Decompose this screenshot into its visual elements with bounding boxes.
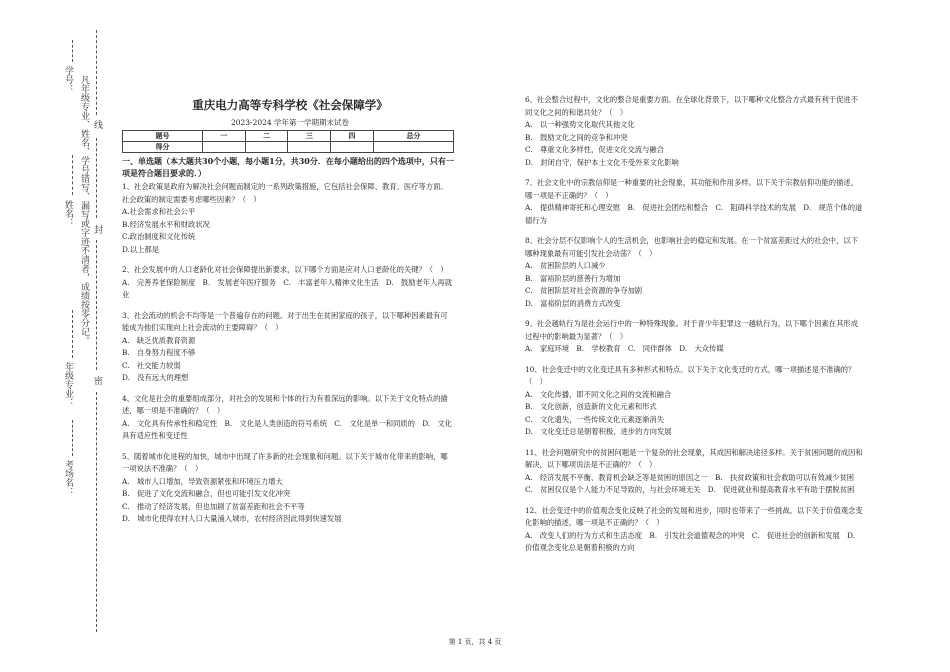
score-table (122, 130, 454, 153)
question-item (525, 505, 865, 563)
answer-option[interactable]: C. 推动了经济发展，但也加剧了贫富差距和社会不平等 (122, 501, 305, 511)
score-cell[interactable] (373, 142, 453, 153)
spacer (122, 256, 454, 264)
question-item (525, 447, 865, 505)
spacer (122, 385, 454, 393)
right-column (525, 94, 865, 563)
answer-option[interactable]: D.以上都是 (122, 244, 160, 254)
answer-option[interactable]: D. 文化变迁总是朝着积极、进步的方向发展 (525, 427, 672, 436)
underline (72, 40, 73, 62)
answer-option[interactable]: A.社会需求和社会公平 (122, 207, 196, 216)
spacer (122, 302, 454, 310)
spacer (525, 555, 865, 563)
section-heading: 一、单选题（本大题共30个小题，每小题1分，共30分．在每小题给出的四个选项中，只有一项是符合题目要求的．） (122, 156, 454, 178)
score-cell[interactable] (331, 142, 374, 153)
page-subtitle: 2023-2024 学年第一学期期末试卷 (230, 118, 350, 127)
question-item (122, 264, 454, 310)
table-header: 三 (288, 131, 331, 142)
seal-xian: 线 (92, 120, 102, 129)
binding-margin (0, 0, 110, 672)
underline (72, 420, 73, 456)
spacer (525, 497, 865, 505)
answer-option[interactable]: C. 文化遗失，一些传统文化元素逐渐消失 (525, 414, 664, 424)
answer-option[interactable]: A. 以一种强势文化取代其他文化 (525, 120, 635, 129)
answer-option[interactable]: D. 城市化使得农村人口大量涌入城市，农村经济因此得到快速发展 (122, 514, 342, 523)
answer-option[interactable]: A. 提供精神寄托和心理安慰 B. 促进社会团结和整合 C. 阻碍科学技术的发展 D. 规范个体的道德行为 (525, 203, 863, 225)
binding-dashed-line (96, 138, 97, 218)
answer-option[interactable]: C. 贫困阶层对社会资源的争夺加剧 (525, 286, 643, 295)
table-header: 一 (203, 131, 246, 142)
answer-option[interactable]: D. 富裕阶层的消费方式改变 (525, 298, 621, 308)
answer-option[interactable]: B. 鼓励文化之间的竞争和冲突 (525, 132, 628, 142)
question-text: 12、社会变迁中的价值观念变化反映了社会的发展和进步，同时也带来了一些挑战。以下关于价值观念变化影响的描述，哪一项是不正确的？（ ） (525, 505, 863, 527)
answer-option[interactable]: B.经济发展水平和财政状况 (122, 219, 210, 229)
answer-option[interactable]: A. 贫困阶层的人口减少 (525, 261, 606, 270)
spacer (525, 227, 865, 235)
student-no-label: 学号： (63, 66, 73, 93)
answer-option[interactable]: B. 文化创新，创造新的文化元素和形式 (525, 402, 657, 411)
spacer (525, 169, 865, 177)
score-row-label: 得分 (123, 142, 203, 153)
question-text: 6、社会整合过程中，文化的整合是重要方面。在全球化背景下，以下哪种文化整合方式最有利于促进不同文化之间的和谐共处？（ ） (525, 95, 858, 117)
question-text: 8、社会分层不仅影响个人的生活机会，也影响社会的稳定和发展。在一个贫富差距过大的社会中，以下哪种现象最有可能引发社会动荡？（ ） (525, 236, 858, 258)
spacer (525, 439, 865, 447)
answer-option[interactable]: C.政治制度和文化传统 (122, 232, 196, 241)
question-text: 2、社会发展中的人口老龄化对社会保障提出新要求，以下哪个方面是应对人口老龄化的关键？（ ） (122, 265, 448, 274)
question-item (122, 310, 454, 393)
question-item (525, 318, 865, 364)
question-item (525, 364, 865, 447)
question-text: 10、社会变迁中的文化变迁具有多种形式和特点。以下关于文化变迁的方式，哪一项描述是不准确的？（ ） (525, 364, 856, 386)
score-cell[interactable] (203, 142, 246, 153)
question-text: 9、社会越轨行为是社会运行中的一种特殊现象。对于青少年犯罪这一越轨行为，以下哪个因素在其形成过程中的影响最为显著？（ ） (525, 319, 858, 341)
question-item (525, 94, 865, 177)
grade-major-label: 年级专业： (63, 362, 73, 407)
binding-warning: 凡年级专业、姓名、学号错写、漏写或字迹不清者，成绩按零分记。 (79, 75, 89, 345)
answer-option[interactable]: C. 尊重文化多样性，促进文化交流与融合 (525, 145, 664, 154)
table-header: 四 (331, 131, 374, 142)
score-cell[interactable] (245, 142, 288, 153)
exam-site-label: 考场名： (63, 460, 73, 496)
question-item (525, 177, 865, 235)
table-row (123, 131, 454, 142)
answer-option[interactable]: A. 家庭环境 B. 学校教育 C. 同伴群体 D. 大众传媒 (525, 344, 724, 353)
left-column (122, 181, 454, 534)
page-title: 重庆电力高等专科学校《社会保障学》 (192, 98, 388, 112)
answer-option[interactable]: A. 城市人口增加，导致资源紧张和环境压力增大 (122, 476, 283, 486)
answer-option[interactable]: A. 完善养老保险制度 B. 发展老年医疗服务 C. 丰富老年人精神文化生活 D. 鼓励老年人再就业 (122, 277, 452, 299)
answer-option[interactable]: A. 缺乏优质教育资源 (122, 335, 196, 345)
table-header: 二 (245, 131, 288, 142)
underline (72, 155, 73, 195)
answer-option[interactable]: A. 文化传播，即不同文化之间的交流和融合 (525, 389, 672, 399)
question-text: 5、随着城市化进程的加快，城市中出现了许多新的社会现象和问题。以下关于城市化带来的影响，哪一项说法不准确？（ ） (122, 451, 448, 473)
question-text: 11、社会问题研究中的贫困问题是一个复杂的社会现象，其成因和解决途径多样。关于贫困问题的成因和解决，以下哪项说法是不正确的？（ ） (525, 447, 863, 469)
spacer (525, 310, 865, 318)
page-footer: 第 1 页，共 4 页 (448, 638, 502, 646)
seal-feng: 封 (92, 225, 102, 234)
answer-option[interactable]: B. 自身努力程度不够 (122, 348, 196, 357)
spacer (122, 443, 454, 451)
seal-mi: 密 (92, 376, 102, 385)
question-item (122, 451, 454, 534)
question-item (525, 235, 865, 318)
spacer (525, 356, 865, 364)
question-text: 3、社会流动的机会不均等是一个普遍存在的问题。对于出生在贫困家庭的孩子，以下哪种因素最有可能成为他们实现向上社会流动的主要障碍？（ ） (122, 310, 448, 332)
name-label: 姓名： (63, 200, 73, 227)
answer-option[interactable]: D. 没有远大的理想 (122, 373, 189, 382)
question-text: 7、社会文化中的宗教信仰是一种重要的社会现象，其功能和作用多样。以下关于宗教信仰功能的描述，哪一项是不正确的？（ ） (525, 178, 858, 200)
score-cell[interactable] (288, 142, 331, 153)
table-row (123, 142, 454, 153)
answer-option[interactable]: A. 经济发展不平衡、教育机会缺乏等是贫困的原因之一 B. 扶贫政策和社会救助可以有效减少贫困 C. 贫困仅仅是个人能力不足导致的，与社会环境无关 D. 促进就业和提高教育水平有助于摆脱贫困 (525, 472, 862, 494)
underline (72, 310, 73, 358)
answer-option[interactable]: B. 富裕阶层的慈善行为增加 (525, 273, 621, 283)
binding-dashed-line (96, 30, 97, 115)
binding-dashed-line (96, 240, 97, 370)
answer-option[interactable]: A. 文化具有传承性和稳定性 B. 文化是人类创造的符号系统 C. 文化是单一和同质的 D. 文化具有适应性和变迁性 (122, 418, 452, 440)
answer-option[interactable]: A. 改变人们的行为方式和生活态度 B. 引发社会道德观念的冲突 C. 促进社会的创新和发展 D. 价值观念变化总是朝着积极的方向 (525, 530, 863, 552)
question-text: 1、社会政策是政府为解决社会问题而制定的一系列政策措施，它包括社会保障、教育、医疗等方面。社会政策的制定需要考虑哪些因素？（ ） (122, 182, 448, 204)
spacer (122, 526, 454, 534)
binding-dashed-line (96, 392, 97, 632)
question-text: 4、文化是社会的重要组成部分，对社会的发展和个体的行为有着深远的影响。以下关于文化特点的描述，哪一项是不准确的？（ ） (122, 393, 448, 415)
table-header: 总分 (373, 131, 453, 142)
question-item (122, 393, 454, 451)
answer-option[interactable]: C. 社交能力较弱 (122, 360, 181, 370)
answer-option[interactable]: B. 促进了文化交流和融合，但也可能引发文化冲突 (122, 489, 291, 498)
table-header: 题号 (123, 131, 203, 142)
answer-option[interactable]: D. 封闭自守，保护本土文化不受外来文化影响 (525, 157, 679, 167)
question-item (122, 181, 454, 264)
